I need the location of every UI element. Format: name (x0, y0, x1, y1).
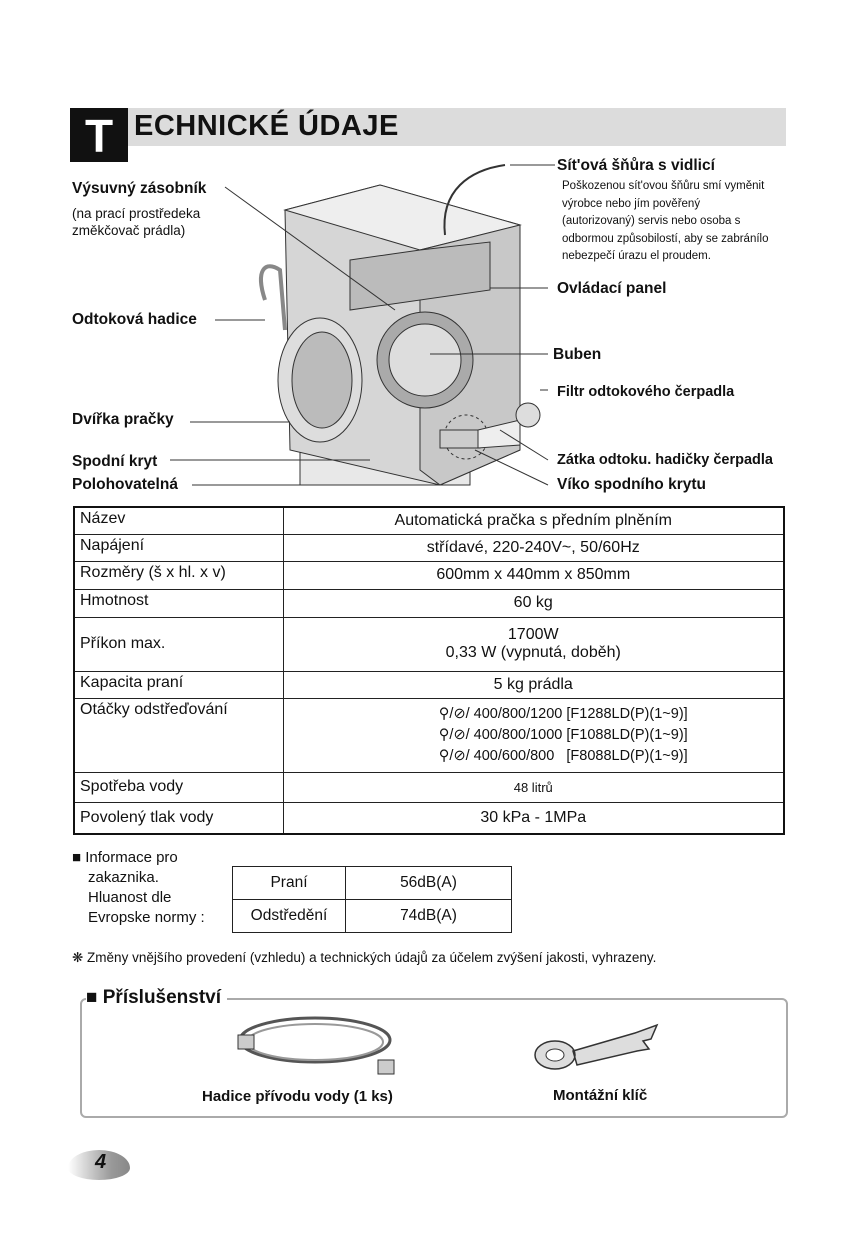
table-row (233, 867, 512, 900)
spin-line (439, 725, 688, 746)
label-pump-filter: Filtr odtokového čerpadla (557, 384, 735, 400)
label-door: Dvířka pračky (72, 411, 174, 428)
table-row (74, 534, 784, 561)
spec-value-line: 1700W (507, 626, 559, 643)
label-control-panel: Ovládací panel (557, 280, 667, 297)
spec-value-line: 0,33 W (vypnutá, doběh) (445, 644, 621, 661)
noise-intro-line: zakaznika. (88, 869, 159, 886)
spin-line (439, 746, 688, 767)
cord-note (562, 178, 768, 266)
noise-key: Praní (233, 867, 346, 900)
spin-speeds: 400/600/800 [F8088LD(P)(1~9)] (473, 747, 688, 764)
spec-value: Automatická pračka s předním plněním (283, 507, 784, 534)
spin-speeds: 400/800/1000 [F1088LD(P)(1~9)] (473, 726, 688, 743)
spin-icon: ⚲/⊘/ (438, 747, 474, 764)
label-adjustable: Polohovatelná (72, 476, 178, 493)
noise-value: 74dB(A) (346, 900, 512, 933)
page-title: ECHNICKÉ ÚDAJE (134, 110, 399, 142)
label-lower-lid: Víko spodního krytu (557, 476, 706, 493)
cord-note-line: (autorizovaný) servis nebo osoba s (562, 215, 741, 227)
spec-value (283, 617, 784, 671)
label-drain-hose: Odtoková hadice (72, 311, 197, 328)
spec-value: 48 litrů (283, 772, 784, 802)
table-row (74, 698, 784, 772)
noise-value: 56dB(A) (346, 867, 512, 900)
spec-value: střídavé, 220-240V~, 50/60Hz (283, 534, 784, 561)
table-row (74, 589, 784, 617)
page-number: 4 (95, 1151, 107, 1173)
spec-key: Napájení (74, 534, 283, 561)
label-bottom-cover: Spodní kryt (72, 453, 158, 470)
noise-table (232, 866, 512, 933)
label-drawer-sub1: (na prací prostředeka (72, 206, 201, 221)
noise-intro-line: ■ Informace pro (72, 849, 178, 866)
table-row (74, 507, 784, 534)
cord-note-line: výrobce nebo jím pověřený (562, 197, 701, 210)
wrench-image (525, 1015, 665, 1075)
accessory-wrench-label: Montážní klíč (553, 1087, 648, 1104)
spec-value (283, 698, 784, 772)
accessories-title: ■ Příslušenství (86, 987, 227, 1009)
spec-key: Kapacita praní (74, 671, 283, 698)
noise-intro-line: Evropske normy : (88, 909, 205, 926)
label-drawer: Výsuvný zásobník (72, 180, 207, 197)
table-row (233, 900, 512, 933)
spec-table (73, 506, 785, 835)
spin-icon: ⚲/⊘/ (438, 726, 474, 743)
spin-icon: ⚲/⊘/ (438, 705, 474, 722)
cord-note-line: odbormou způsobilostí, aby se zabránílo (562, 232, 769, 245)
cord-note-line: nebezpečí úrazu el proudem. (562, 250, 711, 262)
spec-value: 600mm x 440mm x 850mm (283, 561, 784, 589)
spec-key: Povolený tlak vody (74, 802, 283, 834)
header-initial: T (70, 108, 128, 162)
spec-key: Příkon max. (74, 617, 283, 671)
water-hose-image (230, 1005, 400, 1080)
noise-key: Odstředění (233, 900, 346, 933)
spec-key: Rozměry (š x hl. x v) (74, 561, 283, 589)
label-drawer-sub2: změkčovač prádla) (72, 223, 186, 238)
table-row (74, 772, 784, 802)
spec-key: Spotřeba vody (74, 772, 283, 802)
spec-value: 5 kg prádla (283, 671, 784, 698)
table-row (74, 802, 784, 834)
footnote: ❋ Změny vnějšího provedení (vzhledu) a technických údajů za účelem zvýšení jakosti, vyhrazeny. (72, 950, 657, 965)
table-row (74, 561, 784, 589)
accessory-hose-label: Hadice přívodu vody (1 ks) (202, 1088, 393, 1105)
spec-key: Hmotnost (74, 589, 283, 617)
spec-value: 60 kg (283, 589, 784, 617)
label-cord: Sít'ová šňůra s vidlicí (557, 157, 715, 174)
label-drain-plug: Zátka odtoku. hadičky čerpadla (557, 452, 773, 468)
spec-key: Název (74, 507, 283, 534)
label-drum: Buben (553, 346, 602, 363)
cord-note-line: Poškozenou sít'ovou šňůru smí vyměnit (562, 180, 765, 192)
noise-intro (72, 848, 205, 928)
spec-value: 30 kPa - 1MPa (283, 802, 784, 834)
noise-intro-line: Hluanost dle (88, 889, 172, 906)
spec-key: Otáčky odstřeďování (74, 698, 283, 772)
table-row (74, 617, 784, 671)
spin-line (439, 704, 688, 725)
accessories-box (80, 998, 788, 1118)
spin-speeds: 400/800/1200 [F1288LD(P)(1~9)] (473, 705, 688, 722)
table-row (74, 671, 784, 698)
